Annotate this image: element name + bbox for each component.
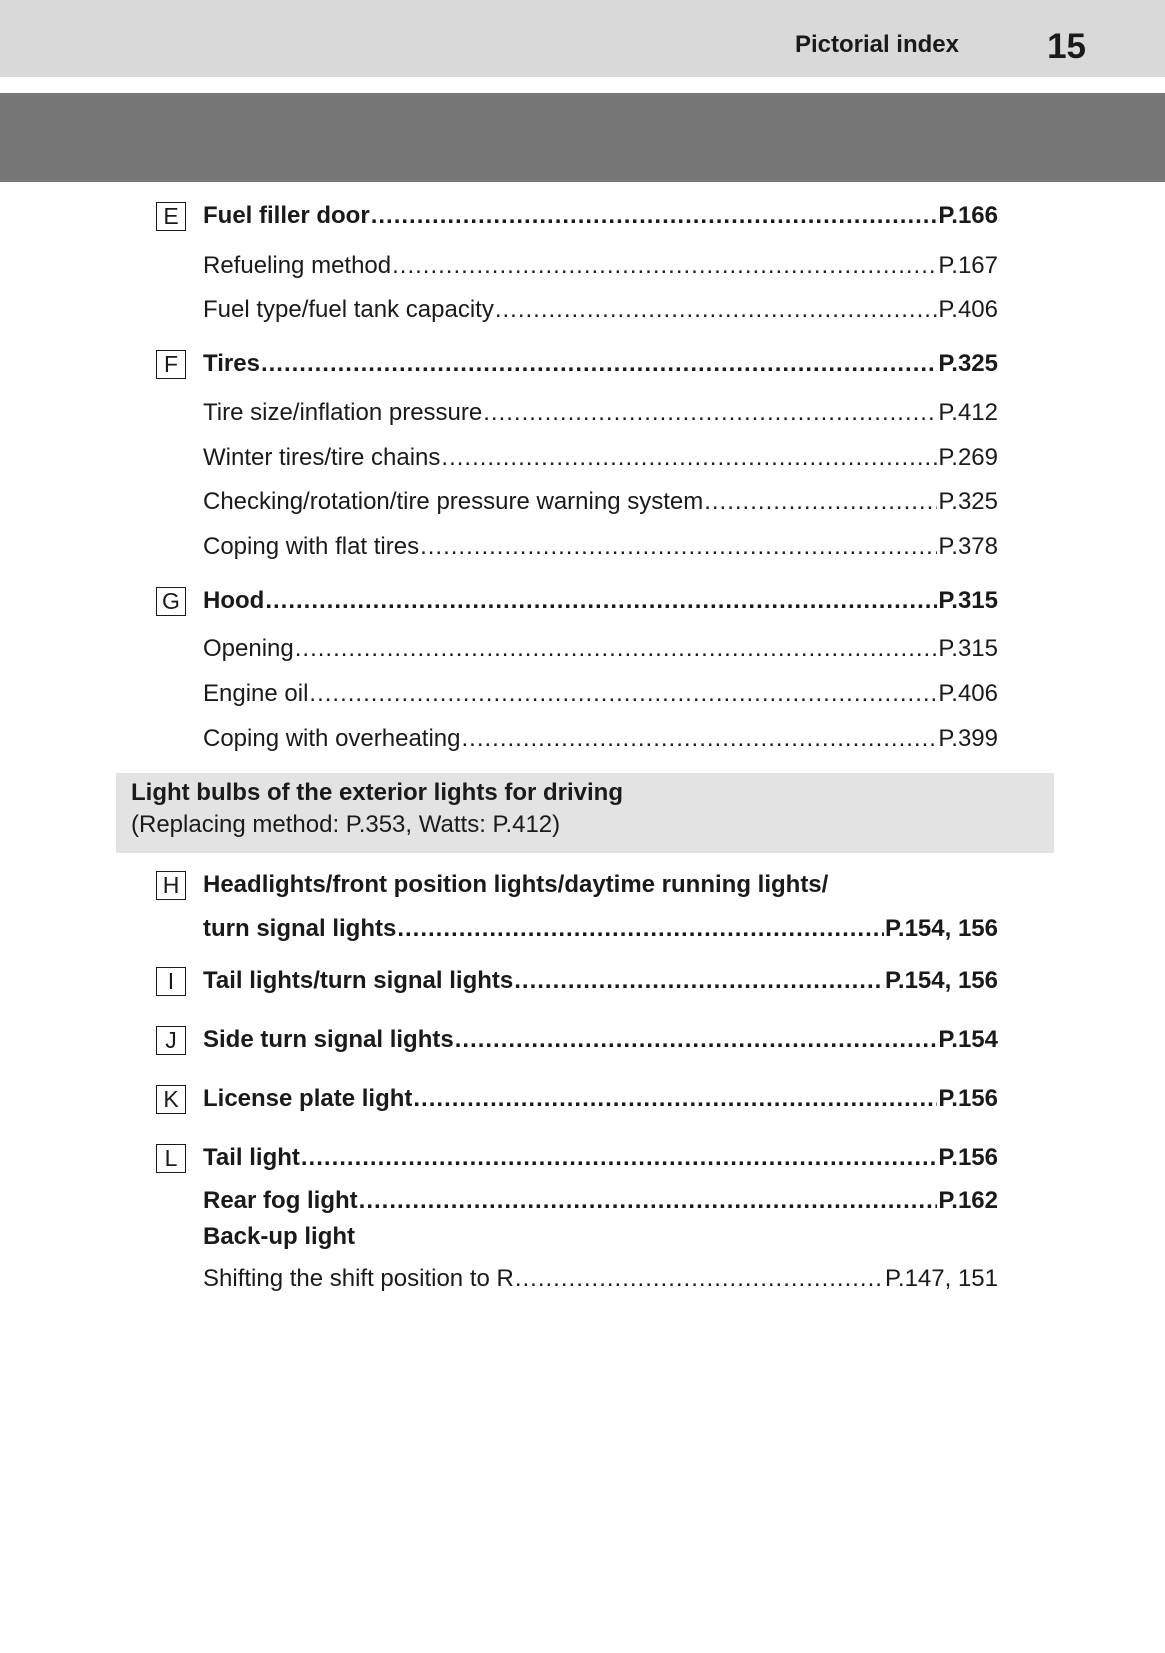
- dot-leader: [483, 398, 937, 428]
- entry-label: Tail lights/turn signal lights: [203, 967, 514, 994]
- entry-label: Hood: [203, 587, 265, 614]
- letter-box-e: E: [156, 202, 186, 231]
- index-entry-license-plate[interactable]: [203, 1084, 998, 1114]
- index-entry-opening[interactable]: [203, 634, 998, 664]
- index-entry-headlights[interactable]: [203, 914, 998, 944]
- letter-box-f: F: [156, 350, 186, 379]
- index-entry-tires[interactable]: [203, 349, 998, 379]
- header-band: [0, 93, 1165, 182]
- index-entry-rear-fog-light[interactable]: [203, 1186, 998, 1216]
- letter-box-i: I: [156, 967, 186, 996]
- entry-label: Refueling method: [203, 252, 392, 279]
- page-ref-link[interactable]: P.167: [938, 252, 998, 279]
- dot-leader: [441, 443, 937, 473]
- dot-leader: [295, 634, 938, 664]
- page-ref-link[interactable]: P.412: [938, 399, 998, 426]
- entry-label: Fuel type/fuel tank capacity: [203, 296, 494, 323]
- index-entry-winter-tires[interactable]: [203, 443, 998, 473]
- page-ref-link[interactable]: P.325: [938, 350, 998, 377]
- entry-label: Opening: [203, 635, 294, 662]
- index-entry-tire-size[interactable]: [203, 398, 998, 428]
- entry-label: Engine oil: [203, 680, 309, 707]
- header-title: Pictorial index: [794, 31, 959, 58]
- page-header: [0, 0, 1165, 77]
- entry-label: Rear fog light: [203, 1187, 358, 1214]
- dot-leader: [455, 1025, 938, 1055]
- entry-label: Side turn signal lights: [203, 1026, 454, 1053]
- dot-leader: [371, 201, 938, 231]
- index-entry-shift-to-r[interactable]: [203, 1264, 998, 1294]
- dot-leader: [704, 487, 937, 517]
- section-title: Light bulbs of the exterior lights for driving: [131, 779, 623, 806]
- entry-label: Tires: [203, 350, 260, 377]
- dot-leader: [261, 349, 937, 379]
- page-ref-link[interactable]: P.162: [938, 1187, 998, 1214]
- dot-leader: [397, 914, 884, 944]
- dot-leader: [301, 1143, 937, 1173]
- page-ref-link[interactable]: P.315: [938, 587, 998, 614]
- entry-label: Tire size/inflation pressure: [203, 399, 483, 426]
- page-ref-link[interactable]: P.166: [938, 202, 998, 229]
- index-entry-side-turn-signal[interactable]: [203, 1025, 998, 1055]
- index-entry-fuel-type[interactable]: [203, 295, 998, 325]
- page-ref-link[interactable]: P.147, 151: [884, 1265, 998, 1292]
- letter-box-j: J: [156, 1026, 186, 1055]
- page-ref-link[interactable]: P.378: [938, 533, 998, 560]
- dot-leader: [420, 532, 937, 562]
- page-ref-link[interactable]: P.156: [938, 1144, 998, 1171]
- index-entry-flat-tires[interactable]: [203, 532, 998, 562]
- dot-leader: [514, 966, 884, 996]
- entry-label: Coping with flat tires: [203, 533, 420, 560]
- dot-leader: [413, 1084, 937, 1114]
- entry-label: Checking/rotation/tire pressure warning system: [203, 488, 704, 515]
- letter-box-l: L: [156, 1144, 186, 1173]
- dot-leader: [309, 679, 937, 709]
- entry-label: License plate light: [203, 1085, 413, 1112]
- entry-label: Winter tires/tire chains: [203, 444, 441, 471]
- index-entry-refueling-method[interactable]: [203, 251, 998, 281]
- page-number: 15: [1047, 27, 1086, 66]
- index-entry-tire-checking[interactable]: [203, 487, 998, 517]
- page-ref-link[interactable]: P.154, 156: [884, 967, 998, 994]
- index-entry-fuel-filler-door[interactable]: [203, 201, 998, 231]
- page-ref-link[interactable]: P.399: [938, 725, 998, 752]
- index-entry-tail-lights-turn[interactable]: [203, 966, 998, 996]
- page-ref-link[interactable]: P.315: [938, 635, 998, 662]
- index-entry-back-up-light: [203, 1222, 998, 1252]
- entry-label: Back-up light: [203, 1223, 356, 1250]
- index-entry-hood[interactable]: [203, 586, 998, 616]
- page-ref-link[interactable]: P.154: [938, 1026, 998, 1053]
- index-entry-headlights-line1: [203, 870, 998, 900]
- page-ref-link[interactable]: P.325: [938, 488, 998, 515]
- section-subtitle: (Replacing method: P.353, Watts: P.412): [131, 811, 561, 838]
- entry-label: Tail light: [203, 1144, 300, 1171]
- entry-label: Coping with overheating: [203, 725, 461, 752]
- page-ref-link[interactable]: P.406: [938, 680, 998, 707]
- page-ref-link[interactable]: P.269: [938, 444, 998, 471]
- dot-leader: [515, 1264, 884, 1294]
- entry-label: Fuel filler door: [203, 202, 370, 229]
- page-ref-link[interactable]: P.156: [938, 1085, 998, 1112]
- dot-leader: [265, 586, 937, 616]
- index-entry-tail-light[interactable]: [203, 1143, 998, 1173]
- dot-leader: [462, 724, 938, 754]
- section-header-light-bulbs: [116, 773, 1054, 853]
- entry-label: Shifting the shift position to R: [203, 1265, 514, 1292]
- letter-box-k: K: [156, 1085, 186, 1114]
- entry-label: Headlights/front position lights/daytime running lights/: [203, 871, 829, 898]
- letter-box-g: G: [156, 587, 186, 616]
- page-ref-link[interactable]: P.154, 156: [884, 915, 998, 942]
- index-entry-engine-oil[interactable]: [203, 679, 998, 709]
- dot-leader: [392, 251, 937, 281]
- dot-leader: [359, 1186, 938, 1216]
- entry-label: turn signal lights: [203, 915, 397, 942]
- index-entry-overheating[interactable]: [203, 724, 998, 754]
- letter-box-h: H: [156, 871, 186, 900]
- page-ref-link[interactable]: P.406: [938, 296, 998, 323]
- dot-leader: [495, 295, 938, 325]
